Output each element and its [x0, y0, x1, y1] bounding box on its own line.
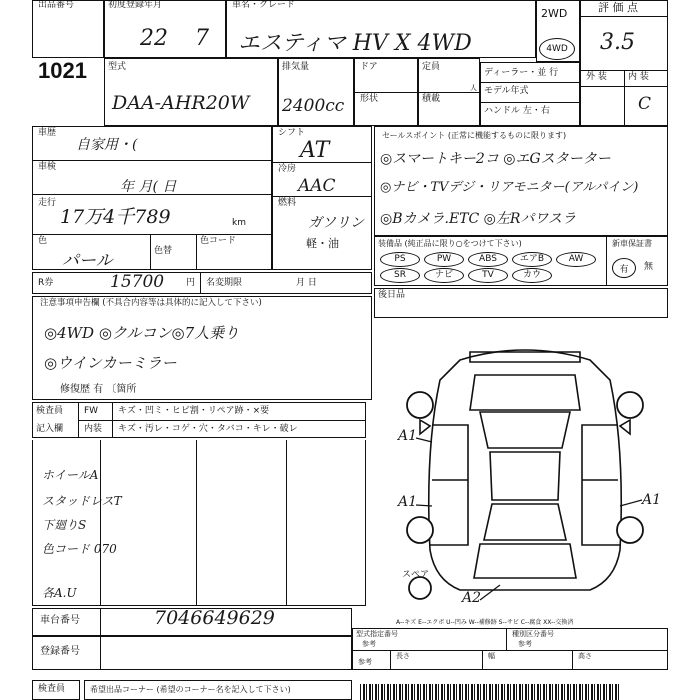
capacity-label: 定員 — [422, 62, 441, 72]
sales-points-title: セールスポイント (正常に機能するものに限ります) — [382, 131, 567, 140]
registration-label: 登録番号 — [40, 646, 80, 657]
equipment-item: PW — [424, 252, 464, 267]
equipment-item: SR — [380, 268, 420, 283]
equipment-item: エアB — [512, 252, 552, 267]
repair-history-label: 修復歴 有 〔箇所 — [60, 384, 137, 395]
shift-value: AT — [300, 138, 330, 163]
km-unit: km — [232, 218, 246, 228]
recycle-row — [32, 272, 372, 294]
dealer-label: ディーラー・並 行 — [484, 68, 559, 78]
equipment-item: TV — [468, 268, 508, 283]
inspector-note-studless: スタッドレスT — [42, 494, 122, 508]
fw-items: キズ・凹ミ・ヒビ割・リペア跡・×要 — [118, 406, 270, 416]
warranty-yes-circle: 有 — [612, 258, 636, 278]
shift-label: シフト — [278, 128, 306, 138]
history-value: 自家用・( — [76, 137, 138, 153]
mileage-value: 17万4千789 — [60, 206, 171, 228]
load-label: 積載 — [422, 94, 441, 104]
reg-year: 22 — [140, 26, 168, 51]
later-items-label: 後日品 — [378, 290, 406, 300]
damage-legend: A--キズ E--エクボ U--凹み W--補修跡 S--サビ C--腐食 XX--交換済 — [396, 619, 574, 626]
fuel-options: 軽・油 — [306, 237, 339, 250]
chassis-number: 7046649629 — [154, 607, 275, 629]
sales-point-line-3: ◎Bカメラ.ETC ◎左Rパワスラ — [380, 211, 577, 227]
ac-label: 冷房 — [278, 164, 297, 174]
displacement-label: 排気量 — [282, 62, 310, 72]
equipment-title: 装備品 (純正品に限り○をつけて下さい) — [378, 239, 522, 248]
warranty-no: 無 — [644, 262, 654, 272]
interior-check-label: 内装 — [84, 424, 103, 434]
inspector-note-underbody: 下廻りS — [42, 518, 87, 532]
name-change-value: 月 日 — [296, 278, 317, 288]
drive-2wd: 2WD — [541, 7, 568, 20]
inspection-label: 車検 — [38, 162, 57, 172]
fuel-value: ガソリン — [308, 215, 364, 231]
model-label: 型式 — [108, 62, 127, 72]
person-unit: 人 — [470, 84, 477, 92]
car-name: エスティマ HV X 4WD — [238, 31, 472, 56]
inspector-label-2: 記入欄 — [36, 424, 64, 434]
recycle-label: R券 — [38, 278, 54, 288]
handle-label: ハンドル 左・右 — [484, 106, 550, 116]
footer-inspector-label: 検査員 — [38, 684, 66, 694]
inspector-label-1: 検査員 — [36, 406, 64, 416]
interior-label: 内 装 — [628, 72, 649, 82]
color-label: 色 — [38, 236, 48, 246]
barcode — [360, 684, 620, 700]
notes-title: 注意事項申告欄 (不具合内容等は具体的に記入して下さい) — [40, 298, 262, 308]
type-designation-label: 型式指定番号 — [356, 630, 398, 638]
length-label: 長さ — [396, 652, 410, 660]
shape-label: 形状 — [360, 94, 379, 104]
warranty-label: 新車保証書 — [612, 239, 652, 248]
score-value: 3.5 — [600, 30, 635, 55]
equipment-row-2 — [380, 268, 604, 282]
spare-label: スペア — [402, 570, 430, 580]
color-code-label: 色コード — [200, 236, 237, 246]
sales-point-line-2: ◎ナビ・TVデジ・リアモニター(アルパイン) — [380, 180, 639, 195]
lot-number: 1021 — [38, 58, 87, 83]
notes-line-2: ◎ウインカーミラー — [44, 354, 177, 372]
recycle-value: 15700 — [110, 272, 165, 292]
equipment-item: PS — [380, 252, 420, 267]
equipment-item: ABS — [468, 252, 508, 267]
lot-label: 出品番号 — [38, 0, 75, 10]
damage-mark-a1-right: A1 — [642, 492, 662, 508]
drive-4wd-circle: 4WD — [539, 38, 575, 60]
score-label: 評 価 点 — [598, 1, 638, 14]
sales-point-line-1: ◎スマートキー2コ ◎エGスターター — [380, 151, 611, 167]
equipment-item: ナビ — [424, 268, 464, 283]
model-value: DAA-AHR20W — [112, 92, 250, 114]
category-label: 種別区分番号 — [512, 630, 554, 638]
color-change-label: 色替 — [154, 246, 173, 256]
height-label: 高さ — [578, 652, 592, 660]
history-label: 車歴 — [38, 128, 57, 138]
damage-mark-a1-left-mid: A1 — [398, 494, 418, 510]
model-year-label: モデル年式 — [484, 86, 529, 96]
inspector-note-each: 各A.U — [42, 586, 77, 600]
mileage-label: 走行 — [38, 198, 57, 208]
inspection-value: 年 月( 日 — [120, 179, 177, 195]
car-name-label: 車名・グレード — [232, 0, 296, 10]
color-value: パール — [62, 251, 113, 271]
displacement-value: 2400cc — [282, 96, 345, 116]
damage-mark-a2: A2 — [462, 590, 482, 606]
interior-check-items: キズ・汚レ・コゲ・穴・タバコ・キレ・破レ — [118, 424, 298, 434]
designation-table — [352, 628, 668, 670]
registration-row — [32, 636, 352, 670]
first-reg-label: 初度登録年月 — [108, 0, 163, 10]
reference-label-1: 参考 — [362, 640, 376, 648]
reference-label-2: 参考 — [518, 640, 532, 648]
name-change-label: 名変期限 — [206, 278, 243, 288]
notes-line-1: ◎4WD ◎クルコン◎7人乗り — [44, 324, 240, 342]
reference-label-3: 参考 — [358, 658, 372, 666]
corner-label: 希望出品コーナー (希望のコーナー名を記入して下さい) — [90, 685, 291, 694]
equipment-item: AW — [556, 252, 596, 267]
width-label: 幅 — [488, 652, 495, 660]
inspector-note-color-code: 色コード 070 — [42, 542, 117, 556]
fw-label: FW — [84, 406, 99, 416]
door-label: ドア — [360, 62, 378, 72]
yen-unit: 円 — [186, 278, 196, 288]
chassis-label: 車台番号 — [40, 615, 80, 626]
damage-mark-a1-left-top: A1 — [398, 428, 418, 444]
reg-month: 7 — [195, 26, 209, 51]
inspector-note-wheel: ホイールA — [42, 468, 99, 482]
interior-grade: C — [638, 94, 652, 114]
ac-value: AAC — [298, 176, 336, 196]
exterior-label: 外 装 — [586, 72, 607, 82]
fuel-label: 燃料 — [278, 198, 297, 208]
equipment-item: カウ — [512, 268, 552, 283]
equipment-row-1 — [380, 252, 604, 266]
later-items-block — [374, 288, 668, 318]
